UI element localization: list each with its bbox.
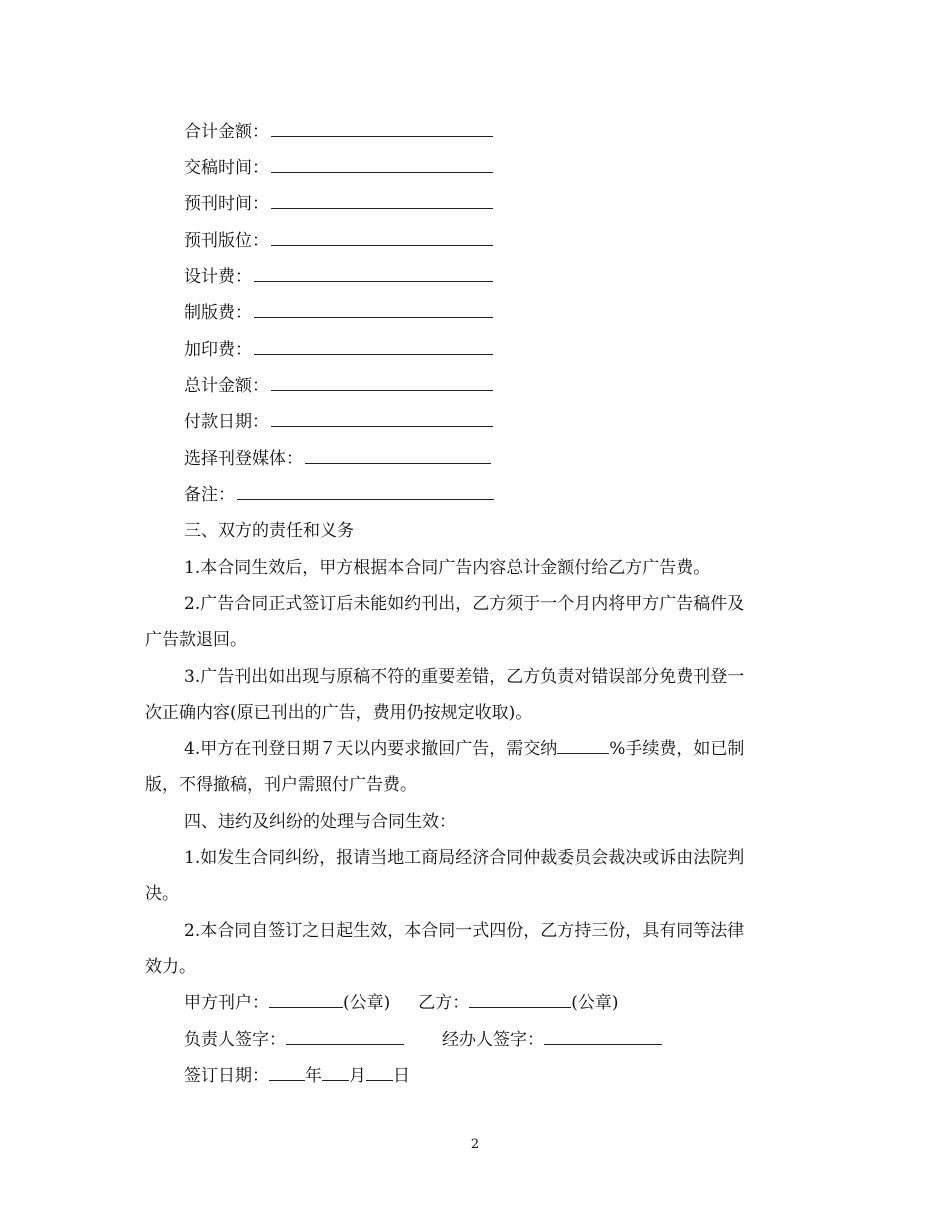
signature-parties-line: [184, 993, 619, 1013]
field-label: 制版费：: [184, 303, 252, 323]
field-label: 预刊时间：: [184, 194, 269, 214]
party-b-label: 乙方：: [418, 993, 470, 1013]
party-a-seal: (公章): [343, 993, 391, 1013]
section4-clause2-line2: 效力。: [145, 957, 196, 977]
field-select-media: [184, 449, 491, 469]
responsible-blank: [286, 1030, 404, 1045]
field-design-fee: [184, 267, 493, 287]
handler-label: 经办人签字：: [442, 1030, 544, 1050]
field-label: 合计金额：: [184, 122, 269, 142]
field-label: 选择刊登媒体：: [184, 449, 303, 469]
party-a-label: 甲方刊户：: [184, 993, 269, 1013]
blank-line: [237, 485, 494, 500]
section4-clause2-line1: 2.本合同自签订之日起生效，本合同一式四份，乙方持三份，具有同等法律: [184, 921, 745, 941]
blank-line: [271, 158, 493, 173]
field-label: 备注：: [184, 485, 235, 505]
blank-line: [254, 340, 493, 355]
section3-clause2-line1: 2.广告合同正式签订后未能如约刊出，乙方须于一个月内将甲方广告稿件及: [184, 594, 745, 614]
blank-line: [271, 194, 493, 209]
field-label: 交稿时间：: [184, 158, 269, 178]
blank-line: [254, 303, 493, 318]
field-label: 加印费：: [184, 340, 252, 360]
responsible-label: 负责人签字：: [184, 1030, 286, 1050]
year-label: 年: [305, 1066, 322, 1086]
blank-line: [271, 122, 493, 137]
field-total-amount: [184, 122, 493, 142]
field-payment-date: [184, 412, 493, 432]
field-remarks: [184, 485, 494, 505]
section3-clause1: 1.本合同生效后，甲方根据本合同广告内容总计金额付给乙方广告费。: [184, 558, 711, 578]
date-label: 签订日期：: [184, 1066, 269, 1086]
party-b-seal: (公章): [571, 993, 619, 1013]
signature-persons-line: [184, 1030, 662, 1050]
blank-line: [271, 412, 493, 427]
field-label: 设计费：: [184, 267, 252, 287]
section4-clause1-line2: 决。: [145, 884, 179, 904]
clause4-text-pre: 4.甲方在刊登日期７天以内要求撤回广告，需交纳: [184, 739, 558, 759]
month-label: 月: [349, 1066, 366, 1086]
blank-line: [305, 449, 491, 464]
field-grand-total: [184, 376, 493, 396]
signing-date-line: [184, 1066, 410, 1086]
field-submit-time: [184, 158, 493, 178]
field-label: 付款日期：: [184, 412, 269, 432]
page-number: 2: [470, 1137, 480, 1152]
section3-clause2-line2: 广告款退回。: [145, 630, 247, 650]
blank-line: [271, 231, 493, 246]
fee-percent-blank: [557, 739, 609, 754]
month-blank: [322, 1066, 349, 1081]
field-layout-position: [184, 231, 493, 251]
field-label: 预刊版位：: [184, 231, 269, 251]
section3-clause4-line2: 版，不得撤稿，刊户需照付广告费。: [145, 775, 417, 795]
party-a-blank: [269, 993, 343, 1008]
section3-clause3-line2: 次正确内容(原已刊出的广告，费用仍按规定收取)。: [145, 703, 533, 723]
section3-clause3-line1: 3.广告刊出如出现与原稿不符的重要差错，乙方负责对错误部分免费刊登一: [184, 667, 745, 687]
handler-blank: [544, 1030, 662, 1045]
day-label: 日: [393, 1066, 410, 1086]
field-extra-print-fee: [184, 340, 493, 360]
section4-clause1-line1: 1.如发生合同纠纷，报请当地工商局经济合同仲裁委员会裁决或诉由法院判: [184, 848, 745, 868]
field-label: 总计金额：: [184, 376, 269, 396]
field-platemaking-fee: [184, 303, 493, 323]
section3-heading: 三、双方的责任和义务: [184, 521, 354, 541]
day-blank: [366, 1066, 393, 1081]
party-b-blank: [469, 993, 571, 1008]
section4-heading: 四、违约及纠纷的处理与合同生效：: [184, 812, 456, 832]
clause4-text-post: %手续费，如已制: [609, 739, 745, 759]
field-publish-time: [184, 194, 493, 214]
blank-line: [271, 376, 493, 391]
blank-line: [254, 267, 493, 282]
year-blank: [269, 1066, 305, 1081]
section3-clause4-line1: [184, 739, 744, 759]
